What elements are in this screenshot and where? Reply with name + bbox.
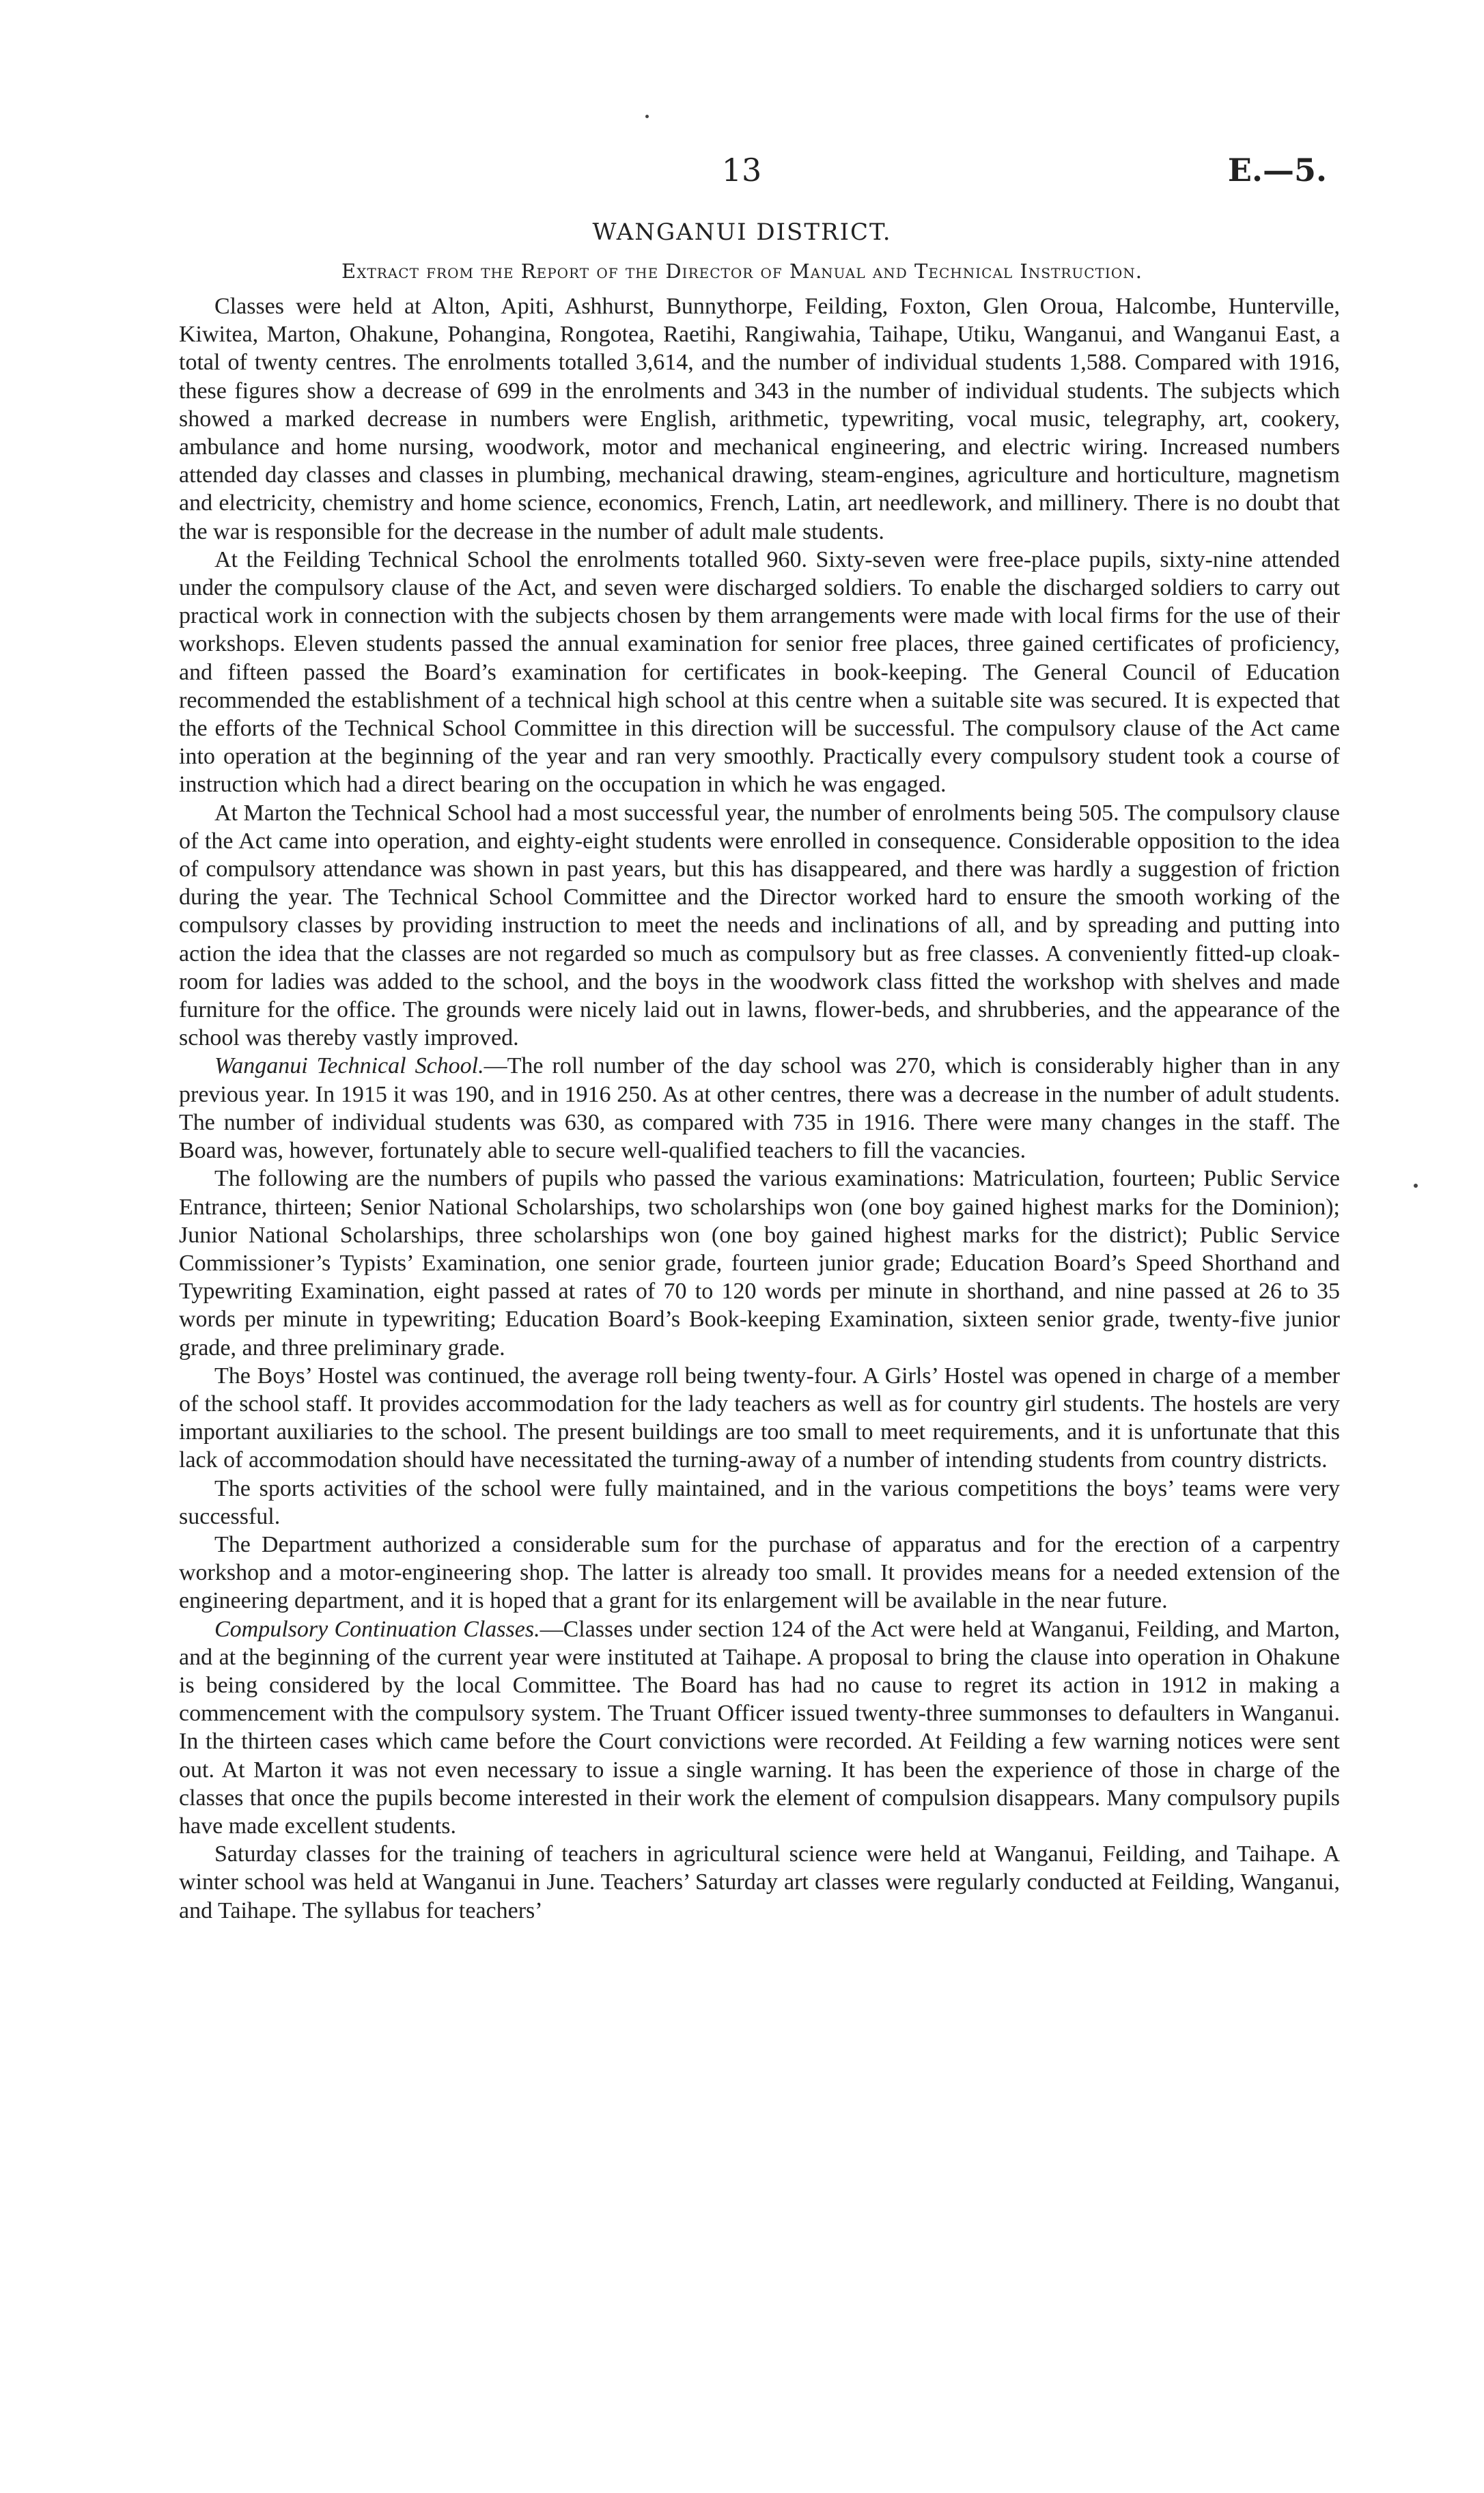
paragraph-workshops [179, 1531, 1340, 1615]
paragraph-text: The Department authorized a considerable sum for the purchase of apparatus and for the erection of a carpentry workshop and a motor-engineering shop. The latter is already too small. It provides means for a needed extension of the engineering department, and it is hoped that a grant for its enlargement will be available in the near future. [179, 1531, 1340, 1614]
paragraph-wanganui-technical-school [179, 1052, 1340, 1165]
scan-speck [1414, 1184, 1418, 1188]
scan-speck [645, 115, 649, 118]
paragraph-hostels [179, 1362, 1340, 1475]
paragraph-compulsory-classes [179, 1615, 1340, 1841]
section-title: WANGANUI DISTRICT. [592, 219, 892, 246]
paragraph-sports [179, 1475, 1340, 1531]
paragraph-text: Saturday classes for the training of teachers in agricultural science were held at Wanganui, Feilding, and Taihape. A winter school was held at Wanganui in June. Teachers’ Saturday art classes were regularly conducted at Feilding, Wanganui, and Taihape. The syllabus for teachers’ [179, 1841, 1340, 1923]
paragraph-text: The Boys’ Hostel was continued, the average roll being twenty-four. A Girls’ Hostel was opened in charge of a member of the school staff. It provides accommodation for the lady teachers as well as for country girl students. The hostels are very important auxiliaries to the school. The present buildings are too small to meet requirements, and it is unfortunate that this lack of accommodation should have necessitated the turning-away of a number of intending students from country districts. [179, 1363, 1340, 1473]
paragraph-text: The following are the numbers of pupils who passed the various examinations: Matriculation, fourteen; Public Service Entrance, thirteen; Senior National Scholarships, two scholarships won (one boy gained highest marks for the Dominion); Junior National Scholarships, three scholarships won (one boy gained highest marks for the district); Public Service Commissioner’s Typists’ Examination, one senior grade, fourteen junior grade; Education Board’s Speed Shorthand and Typewriting Examination, eight passed at rates of 70 to 120 words per minute in shorthand, and nine passed at 26 to 35 words per minute in typewriting; Education Board’s Book-keeping Examination, sixteen senior grade, twenty-five junior grade, and three preliminary grade. [179, 1166, 1340, 1361]
paragraph-feilding [179, 546, 1340, 799]
paragraph-lead-in: Compulsory Continuation Classes. [214, 1616, 540, 1642]
paragraph-lead-in: Wanganui Technical School. [214, 1053, 484, 1079]
paragraph-text: Classes were held at Alton, Apiti, Ashhurst, Bunnythorpe, Feilding, Foxton, Glen Oroua, Halcombe, Hunterville, Kiwitea, Marton, Ohakune, Pohangina, Rongotea, Raetihi, Rangiwahia, Taihape, Utiku, Wanganui, and Wanganui East, a total of twenty centres. The enrolments totalled 3,614, and the number of individual students 1,588. Compared with 1916, these figures show a decrease of 699 in the enrolments and 343 in the number of individual students. The subjects which showed a marked decrease in numbers were English, arithmetic, typewriting, vocal music, telegraphy, art, cookery, ambulance and home nursing, woodwork, motor and mechanical engineering, and electric wiring. Increased numbers attended day classes and classes in plumbing, mechanical drawing, steam-engines, agriculture and horticulture, magnetism and electricity, chemistry and home science, economics, French, Latin, art needlework, and millinery. There is no doubt that the war is responsible for the decrease in the number of adult male students. [179, 294, 1340, 544]
paragraph-text: At Marton the Technical School had a most successful year, the number of enrolments being 505. The compulsory clause of the Act came into operation, and eighty-eight students were enrolled in consequence. Considerable opposition to the idea of compulsory attendance was shown in past years, but this has disappeared, and there was hardly a suggestion of friction during the year. The Technical School Committee and the Director worked hard to ensure the smooth working of the compulsory classes by providing instruction to meet the needs and inclinations of all, and by spreading and putting into action the idea that the classes are not regarded so much as compulsory but as free classes. A conveniently fitted-up cloak-room for ladies was added to the school, and the boys in the woodwork class fitted the workshop with shelves and made furniture for the office. The grounds were nicely laid out in lawns, flower-beds, and shrubberies, and the appearance of the school was thereby vastly improved. [179, 800, 1340, 1051]
paragraph-text: —Classes under section 124 of the Act were held at Wanganui, Feilding, and Marton, and at the beginning of the current year were instituted at Taihape. A proposal to bring the clause into operation in Ohakune is being considered by the local Committee. The Board has had no cause to regret its action in 1912 in making a commencement with the compulsory system. The Truant Officer issued twenty-three summonses to defaulters in Wanganui. In the thirteen cases which came before the Court convictions were recorded. At Feilding a few warning notices were sent out. At Marton it was not even necessary to issue a single warning. It has been the experience of those in charge of the classes that once the pupils become interested in their work the element of compulsion disappears. Many compulsory pupils have made excellent students. [179, 1616, 1341, 1839]
page-reference: E.—5. [1227, 152, 1327, 189]
paragraph-examinations [179, 1165, 1340, 1361]
paragraph-marton [179, 799, 1340, 1053]
section-subtitle: Extract from the Report of the Director of Manual and Technical Instruction. [341, 260, 1143, 283]
paragraph-text: The sports activities of the school were fully maintained, and in the various competitions the boys’ teams were very successful. [179, 1475, 1340, 1529]
page-number: 13 [721, 152, 762, 189]
paragraph-text: At the Feilding Technical School the enrolments totalled 960. Sixty-seven were free-place pupils, sixty-nine attended under the compulsory clause of the Act, and seven were discharged soldiers. To enable the discharged soldiers to carry out practical work in connection with the subjects chosen by them arrangements were made with local firms for the use of their workshops. Eleven students passed the annual examination for senior free places, three gained certificates of proficiency, and fifteen passed the Board’s examination for certificates in book-keeping. The General Council of Education recommended the establishment of a technical high school at this centre when a suitable site was secured. It is expected that the efforts of the Technical School Committee in this direction will be successful. The compulsory clause of the Act came into operation at the beginning of the year and ran very smoothly. Practically every compulsory student took a course of instruction which had a direct bearing on the occupation in which he was engaged. [179, 546, 1340, 798]
paragraph-saturday-classes [179, 1840, 1340, 1925]
body-text [179, 292, 1340, 1925]
paragraph-text: —The roll number of the day school was 270, which is considerably higher than in any previous year. In 1915 it was 190, and in 1916 250. As at other centres, there was a decrease in the number of adult students. The number of individual students was 630, as compared with 735 in 1916. There were many changes in the staff. The Board was, however, fortunately able to secure well-qualified teachers to fill the vacancies. [179, 1053, 1341, 1164]
paragraph-classes-summary [179, 292, 1340, 546]
